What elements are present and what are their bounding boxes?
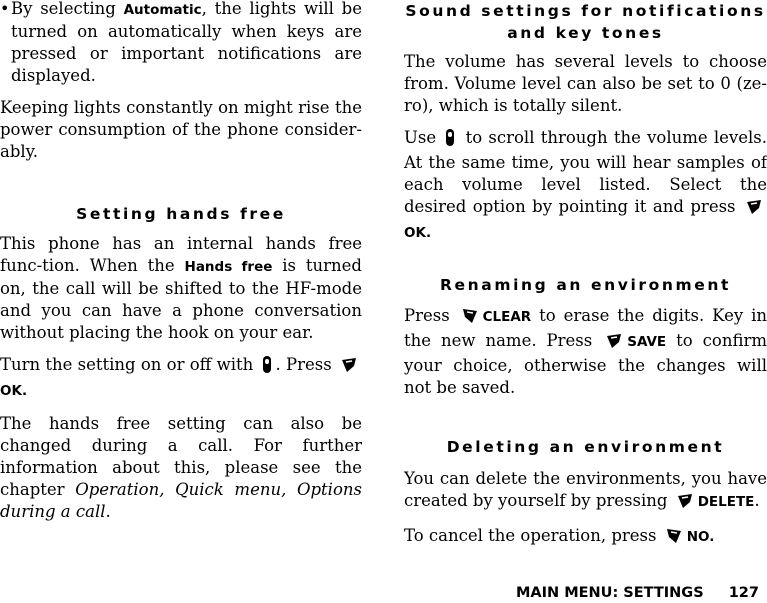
paragraph-cancel: To cancel the operation, press NO.	[404, 525, 767, 550]
paragraph-hands-free-toggle: Turn the setting on or off with . Press OK.	[0, 354, 362, 402]
softkey-clear-label: CLEAR	[482, 309, 532, 325]
chapter-reference: Operation, Quick menu, Options during a call	[0, 480, 362, 521]
page-footer	[516, 585, 759, 601]
softkey-ok-label: OK.	[404, 225, 432, 241]
heading-deleting: Deleting an environment	[446, 438, 725, 456]
right-column	[404, 0, 767, 550]
paragraph-renaming: Press CLEAR to erase the digits. Key in the new name. Press SAVE to confirm your choice, otherwise the changes will not be saved.	[404, 306, 767, 397]
softkey-delete-label: DELETE	[697, 494, 755, 510]
heading-renaming: Renaming an environment	[439, 276, 732, 294]
left-softkey-icon	[666, 528, 682, 550]
right-softkey-icon	[341, 357, 357, 379]
bullet-automatic	[0, 0, 362, 87]
paragraph-volume-scroll: Use to scroll through the volume levels. At the same time, you will hear samples of each volume level listed. Select the desired option by pointing it and press OK.	[404, 128, 767, 241]
term-automatic: Automatic	[123, 2, 202, 18]
footer-section-title: MAIN MENU: SETTINGS	[515, 585, 704, 601]
paragraph-volume-levels: The volume has several levels to choose from. Volume level can also be set to 0 (ze-ro), which is totally silent.	[404, 52, 767, 115]
paragraph-deleting: You can delete the environments, you have created by yourself by pressing DELETE.	[404, 468, 767, 515]
paragraph-hands-free-intro: This phone has an internal hands free func-tion. When the Hands free is turned on, the call will be shifted to the HF-mode and you can have a phone conversation without placing the hook on your ear.	[0, 234, 362, 342]
paragraph-hands-free-during-call: The hands free setting can also be changed during a call. For further information about this, please see the chapter Operation, Quick menu, Options during a call.	[0, 414, 362, 521]
term-hands-free: Hands free	[184, 259, 273, 275]
left-column	[0, 0, 362, 523]
right-softkey-icon	[677, 493, 693, 515]
heading-hands-free: Setting hands free	[76, 205, 286, 223]
paragraph-automatic: By selecting Automatic, the lights will be turned on automatically when keys are pressed or important notifications are displayed.	[11, 0, 362, 85]
scroll-key-icon	[263, 356, 271, 379]
right-softkey-icon	[606, 333, 622, 355]
bullet-dot: •	[0, 0, 10, 18]
page-number: 127	[728, 585, 759, 601]
softkey-no-label: NO.	[686, 529, 715, 545]
heading-sound-settings: Sound settings for notifications and key tones	[405, 2, 766, 42]
paragraph-lights-note: Keeping lights constantly on might rise the power consumption of the phone consider-ably.	[0, 98, 362, 161]
right-softkey-icon	[746, 199, 762, 221]
softkey-save-label: SAVE	[627, 334, 667, 350]
softkey-ok-label: OK.	[0, 383, 28, 399]
left-softkey-icon	[462, 308, 478, 330]
scroll-key-icon	[446, 129, 454, 152]
